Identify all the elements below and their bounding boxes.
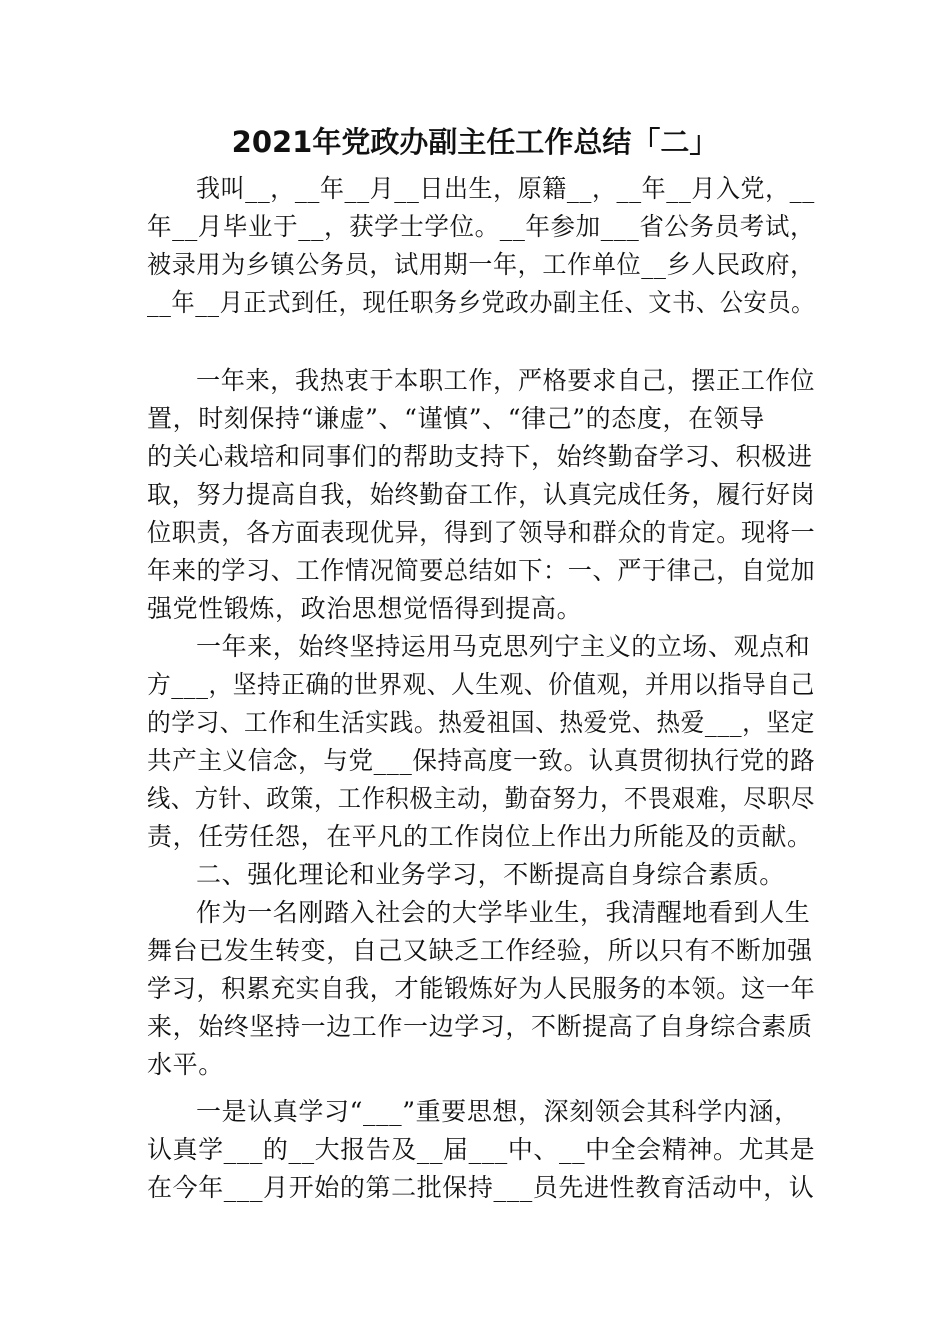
text-line: __年__月正式到任，现任职务乡党政办副主任、文书、公安员。 — [147, 288, 816, 317]
text-line: 一年来，我热衷于本职工作，严格要求自己，摆正工作位 — [196, 366, 816, 395]
text-line: 水平。 — [147, 1050, 224, 1079]
text-line: 线、方针、政策，工作积极主动，勤奋努力，不畏艰难，尽职尽 — [147, 784, 815, 813]
text-line: 一是认真学习“___”重要思想，深刻领会其科学内涵， — [196, 1097, 800, 1126]
text-line: 责，任劳任怨，在平凡的工作岗位上作出力所能及的贡献。 — [147, 822, 813, 851]
document-title: 2021年党政办副主任工作总结「二」 — [231, 125, 719, 159]
text-line: 位职责，各方面表现优异，得到了领导和群众的肯定。现将一 — [147, 518, 816, 547]
text-line: 的学习、工作和生活实践。热爱祖国、热爱党、热爱___，坚定 — [147, 708, 815, 737]
text-line: 学习，积累充实自我，才能锻炼好为人民服务的本领。这一年 — [147, 974, 816, 1003]
text-line: 强党性锻炼，政治思想觉悟得到提高。 — [147, 594, 583, 623]
text-line: 认真学___的__大报告及__届___中、__中全会精神。尤其是 — [147, 1135, 816, 1164]
text-line: 年来的学习、工作情况简要总结如下：一、严于律己，自觉加 — [147, 556, 816, 585]
section-heading: 二、强化理论和业务学习，不断提高自身综合素质。 — [196, 860, 785, 889]
text-line: 一年来，始终坚持运用马克思列宁主义的立场、观点和 — [196, 632, 811, 661]
text-line: 来，始终坚持一边工作一边学习，不断提高了自身综合素质 — [147, 1012, 813, 1041]
text-line: 共产主义信念，与党___保持高度一致。认真贯彻执行党的路 — [147, 746, 816, 775]
text-line: 在今年___月开始的第二批保持___员先进性教育活动中，认 — [147, 1173, 815, 1202]
text-line: 的关心栽培和同事们的帮助支持下，始终勤奋学习、积极进 — [147, 442, 813, 471]
text-line: 取，努力提高自我，始终勤奋工作，认真完成任务，履行好岗 — [147, 480, 816, 509]
text-line: 置，时刻保持“谦虚”、“谨慎”、“律己”的态度，在领导 — [147, 404, 765, 433]
text-line: 舞台已发生转变，自己又缺乏工作经验，所以只有不断加强 — [147, 936, 813, 965]
text-line: 作为一名刚踏入社会的大学毕业生，我清醒地看到人生 — [196, 898, 811, 927]
text-line: 年__月毕业于__，获学士学位。__年参加___省公务员考试， — [147, 212, 816, 241]
text-line: 被录用为乡镇公务员，试用期一年，工作单位__乡人民政府， — [147, 250, 815, 279]
text-line: 我叫__，__年__月__日出生，原籍__，__年__月入党，__ — [196, 174, 815, 203]
text-line: 方___，坚持正确的世界观、人生观、价值观，并用以指导自己 — [147, 670, 815, 699]
